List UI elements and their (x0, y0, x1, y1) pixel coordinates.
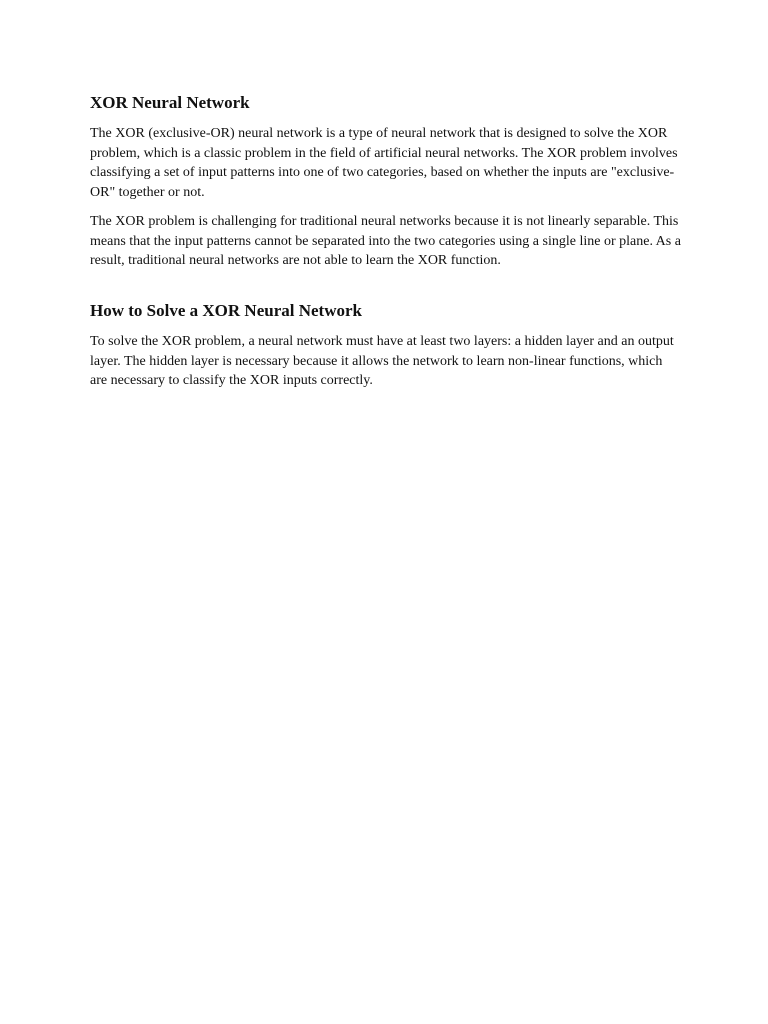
paragraph-xor-definition: The XOR (exclusive-OR) neural network is a type of neural network that is designed to solve the XOR problem, which is a classic problem in the field of artificial neural networks. The XOR problem involves classifying a set of input patterns into one of two categories, based on whether the inputs are "exclusive-OR" together or not. (90, 126, 678, 200)
paragraph-xor-solution: To solve the XOR problem, a neural network must have at least two layers: a hidden layer and an output layer. The hidden layer is necessary because it allows the network to learn non-linear functions, which are necessary to classify the XOR inputs correctly. (90, 334, 674, 388)
section-heading-xor-neural-network: XOR Neural Network (90, 93, 250, 112)
paragraph-xor-challenge: The XOR problem is challenging for traditional neural networks because it is not linearly separable. This means that the input patterns cannot be separated into the two categories using a single line or plane. As a result, traditional neural networks are not able to learn the XOR function. (90, 214, 681, 268)
section-heading-how-to-solve: How to Solve a XOR Neural Network (90, 301, 362, 320)
